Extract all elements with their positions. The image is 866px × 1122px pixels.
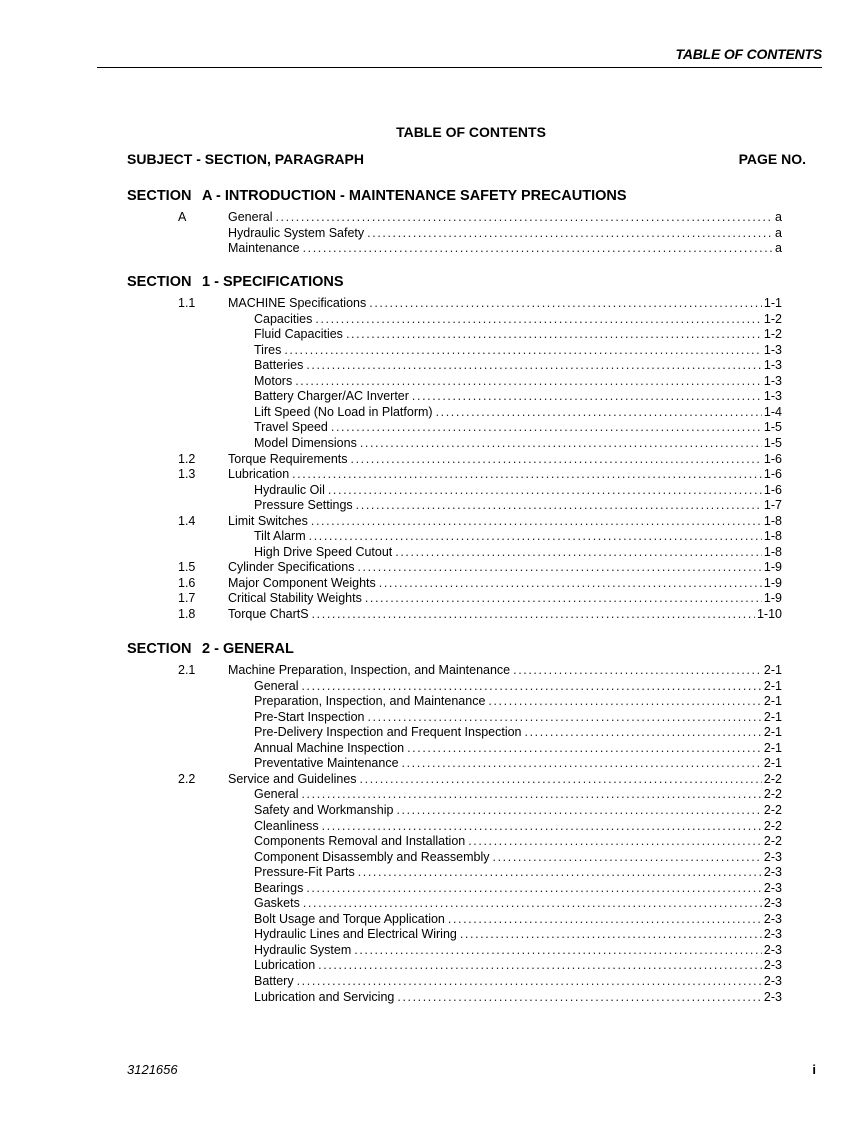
entry-title: Critical Stability Weights [228, 591, 362, 606]
paragraph-number: 1.7 [178, 591, 196, 606]
entry-title: Annual Machine Inspection [254, 740, 405, 755]
dot-leader [306, 357, 762, 373]
toc-entry[interactable] [0, 575, 866, 591]
paragraph-number: 1.8 [178, 607, 196, 621]
entry-title: Batteries [254, 358, 304, 373]
toc-entry[interactable] [0, 209, 866, 225]
dot-leader [488, 693, 762, 709]
entry-title: Hydraulic System [254, 942, 352, 957]
entry-page: 2-3 [763, 927, 782, 942]
toc-entry[interactable] [0, 833, 866, 849]
entry-page: 1-3 [763, 342, 782, 357]
entry-title: Hydraulic Lines and Electrical Wiring [254, 927, 457, 942]
entry-page: 2-3 [763, 989, 782, 1004]
entry-title: Cylinder Specifications [228, 560, 355, 575]
entry-title: Pressure-Fit Parts [254, 865, 355, 880]
entry-title: Tires [254, 342, 282, 357]
entry-page: 2-1 [763, 694, 782, 709]
entry-page: 2-3 [763, 865, 782, 880]
entry-page: 2-1 [763, 740, 782, 755]
dot-leader [379, 575, 762, 591]
dot-leader [284, 342, 762, 358]
entry-page: 1-9 [763, 560, 782, 575]
column-headers [127, 151, 806, 167]
entry-title: Components Removal and Installation [254, 834, 466, 849]
paragraph-number: 1.4 [178, 513, 196, 528]
entry-title: General [254, 678, 299, 693]
entry-title: General [228, 210, 273, 224]
entry-title: Pre-Delivery Inspection and Frequent Inspection [254, 725, 522, 740]
paragraph-number: A [178, 210, 187, 224]
entry-title: Lubrication [254, 958, 316, 973]
dot-leader [303, 240, 773, 256]
section-title: 1 - SPECIFICATIONS [202, 274, 344, 290]
toc-entry[interactable] [0, 357, 866, 373]
toc-entry[interactable] [0, 880, 866, 896]
toc-entry[interactable] [0, 388, 866, 404]
entry-page: 2-3 [763, 911, 782, 926]
toc-entry[interactable] [0, 240, 866, 256]
toc-entry[interactable] [0, 678, 866, 694]
entry-page: 1-7 [763, 498, 782, 513]
dot-leader [346, 326, 762, 342]
dot-leader [331, 419, 762, 435]
page-no-column-label: PAGE NO. [738, 151, 806, 167]
entry-page: 1-2 [763, 327, 782, 342]
entry-title: Torque ChartS [228, 607, 309, 621]
entry-title: Lubrication [228, 467, 290, 482]
entry-page: 1-2 [763, 311, 782, 326]
dot-leader [312, 606, 755, 622]
entry-page: 2-2 [763, 802, 782, 817]
toc-entry[interactable] [0, 528, 866, 544]
toc-entry[interactable] [0, 342, 866, 358]
dot-leader [525, 724, 762, 740]
dot-leader [309, 528, 762, 544]
entry-page: a [775, 210, 782, 224]
entry-page: 2-1 [763, 663, 782, 677]
entry-title: Pre-Start Inspection [254, 709, 365, 724]
dot-leader [303, 895, 762, 911]
entry-title: Safety and Workmanship [254, 802, 394, 817]
dot-leader [395, 544, 762, 560]
paragraph-number: 1.6 [178, 575, 196, 590]
entry-title: Machine Preparation, Inspection, and Maintenance [228, 663, 511, 677]
entry-page: 1-1 [763, 296, 782, 310]
toc-entry[interactable] [0, 911, 866, 927]
entry-page: 2-3 [763, 942, 782, 957]
entry-page: 2-1 [763, 709, 782, 724]
entry-title: Tilt Alarm [254, 529, 306, 544]
dot-leader [357, 559, 761, 575]
toc-entry[interactable] [0, 606, 866, 622]
entry-page: 2-1 [763, 678, 782, 693]
entry-title: MACHINE Specifications [228, 296, 367, 310]
section-title: 2 - GENERAL [202, 641, 294, 657]
entry-title: Preventative Maintenance [254, 756, 399, 771]
page-title: TABLE OF CONTENTS [396, 124, 546, 140]
entry-page: 2-3 [763, 896, 782, 911]
dot-leader [369, 295, 762, 311]
entry-title: Maintenance [228, 241, 300, 256]
toc-entry[interactable] [0, 942, 866, 958]
dot-leader [367, 709, 761, 725]
dot-leader [397, 989, 762, 1005]
dot-leader [297, 973, 762, 989]
toc-entry[interactable] [0, 404, 866, 420]
subject-column-label: SUBJECT - SECTION, PARAGRAPH [127, 151, 364, 167]
dot-leader [328, 482, 762, 498]
section-heading [127, 274, 344, 290]
entry-page: 2-3 [763, 880, 782, 895]
entry-title: Battery [254, 974, 294, 988]
entry-title: Service and Guidelines [228, 771, 357, 786]
dot-leader [493, 849, 762, 865]
entry-title: Capacities [254, 311, 313, 326]
toc-entry[interactable] [0, 482, 866, 498]
toc-entry[interactable] [0, 818, 866, 834]
entry-page: 1-3 [763, 389, 782, 404]
entry-page: a [775, 241, 782, 256]
running-header-title: TABLE OF CONTENTS [675, 46, 822, 62]
toc-entry[interactable] [0, 864, 866, 880]
toc-entry[interactable] [0, 544, 866, 560]
entry-page: 2-1 [763, 725, 782, 740]
section-word: SECTION [127, 641, 192, 657]
entry-page: 1-9 [763, 591, 782, 606]
entry-title: Pressure Settings [254, 498, 353, 513]
section-heading [127, 641, 294, 657]
section-title: A - INTRODUCTION - MAINTENANCE SAFETY PRECAUTIONS [202, 188, 627, 204]
toc-entry[interactable] [0, 849, 866, 865]
paragraph-number: 2.1 [178, 663, 196, 677]
dot-leader [402, 755, 762, 771]
entry-page: 1-4 [763, 404, 782, 419]
dot-leader [396, 802, 761, 818]
toc-entry[interactable] [0, 513, 866, 529]
toc-entry[interactable] [0, 295, 866, 311]
entry-title: Cleanliness [254, 818, 319, 833]
document-number: 3121656 [127, 1062, 178, 1077]
page-number: i [812, 1062, 816, 1077]
entry-title: Preparation, Inspection, and Maintenance [254, 694, 486, 709]
toc-entry[interactable] [0, 709, 866, 725]
entry-page: 1-6 [763, 482, 782, 497]
dot-leader [318, 957, 762, 973]
toc-entry[interactable] [0, 724, 866, 740]
toc-entry[interactable] [0, 786, 866, 802]
entry-page: 2-1 [763, 756, 782, 771]
header-rule [97, 67, 822, 68]
toc-entry[interactable] [0, 740, 866, 756]
entry-title: Hydraulic Oil [254, 482, 325, 497]
entry-page: 2-3 [763, 958, 782, 973]
entry-title: Hydraulic System Safety [228, 225, 365, 240]
entry-title: High Drive Speed Cutout [254, 544, 393, 559]
toc-entry[interactable] [0, 590, 866, 606]
toc-entry[interactable] [0, 957, 866, 973]
entry-page: 1-3 [763, 373, 782, 388]
toc-entry[interactable] [0, 419, 866, 435]
dot-leader [315, 311, 762, 327]
entry-title: General [254, 787, 299, 802]
dot-leader [292, 466, 762, 482]
dot-leader [322, 818, 762, 834]
entry-title: Limit Switches [228, 513, 308, 528]
entry-page: 1-9 [763, 575, 782, 590]
paragraph-number: 1.1 [178, 296, 196, 310]
dot-leader [311, 513, 762, 529]
entry-title: Battery Charger/AC Inverter [254, 389, 409, 404]
section-word: SECTION [127, 188, 192, 204]
toc-entry[interactable] [0, 989, 866, 1005]
entry-page: 2-3 [763, 849, 782, 864]
dot-leader [275, 209, 773, 225]
entry-title: Component Disassembly and Reassembly [254, 849, 490, 864]
dot-leader [360, 771, 762, 787]
entry-page: 1-8 [763, 544, 782, 559]
entry-page: 1-8 [763, 529, 782, 544]
toc-entry[interactable] [0, 693, 866, 709]
toc-entry[interactable] [0, 559, 866, 575]
section-heading [127, 188, 627, 204]
toc-entry[interactable] [0, 973, 866, 989]
entry-title: Lift Speed (No Load in Platform) [254, 404, 433, 419]
entry-page: 2-2 [763, 818, 782, 833]
entry-page: 2-3 [763, 974, 782, 988]
paragraph-number: 2.2 [178, 771, 196, 786]
paragraph-number: 1.5 [178, 560, 196, 575]
toc-entry[interactable] [0, 466, 866, 482]
section-word: SECTION [127, 274, 192, 290]
entry-title: Model Dimensions [254, 435, 357, 450]
toc-entry[interactable] [0, 895, 866, 911]
toc-entry[interactable] [0, 225, 866, 241]
entry-title: Major Component Weights [228, 575, 376, 590]
entry-title: Torque Requirements [228, 451, 348, 466]
toc-entry[interactable] [0, 771, 866, 787]
toc-entry[interactable] [0, 802, 866, 818]
entry-page: 2-2 [763, 834, 782, 849]
dot-leader [360, 435, 762, 451]
dot-leader [301, 786, 761, 802]
dot-leader [358, 864, 762, 880]
entry-page: 1-5 [763, 435, 782, 450]
dot-leader [448, 911, 762, 927]
dot-leader [295, 373, 762, 389]
entry-page: 1-5 [763, 420, 782, 435]
toc-entry[interactable] [0, 311, 866, 327]
toc-entry[interactable] [0, 435, 866, 451]
toc-entry[interactable] [0, 451, 866, 467]
dot-leader [468, 833, 762, 849]
entry-title: Bolt Usage and Torque Application [254, 911, 445, 926]
entry-page: 2-2 [763, 771, 782, 786]
entry-page: 1-6 [763, 451, 782, 466]
entry-title: Fluid Capacities [254, 327, 343, 342]
entry-page: 1-10 [756, 607, 782, 621]
dot-leader [354, 942, 762, 958]
toc-entry[interactable] [0, 373, 866, 389]
entry-title: Travel Speed [254, 420, 328, 435]
dot-leader [306, 880, 762, 896]
dot-leader [356, 497, 762, 513]
toc-entry[interactable] [0, 326, 866, 342]
dot-leader [513, 662, 762, 678]
toc-entry[interactable] [0, 926, 866, 942]
entry-page: 1-3 [763, 358, 782, 373]
paragraph-number: 1.3 [178, 467, 196, 482]
entry-title: Motors [254, 373, 293, 388]
entry-page: 1-6 [763, 467, 782, 482]
dot-leader [412, 388, 762, 404]
entry-page: 1-8 [763, 513, 782, 528]
dot-leader [460, 926, 762, 942]
paragraph-number: 1.2 [178, 451, 196, 466]
entry-page: 2-2 [763, 787, 782, 802]
toc-entry[interactable] [0, 662, 866, 678]
entry-title: Lubrication and Servicing [254, 989, 395, 1004]
dot-leader [351, 451, 762, 467]
dot-leader [367, 225, 773, 241]
dot-leader [407, 740, 762, 756]
toc-entry[interactable] [0, 497, 866, 513]
dot-leader [436, 404, 762, 420]
dot-leader [301, 678, 761, 694]
entry-title: Bearings [254, 880, 304, 895]
entry-title: Gaskets [254, 896, 300, 911]
entry-page: a [775, 225, 782, 240]
toc-entry[interactable] [0, 755, 866, 771]
dot-leader [365, 590, 762, 606]
